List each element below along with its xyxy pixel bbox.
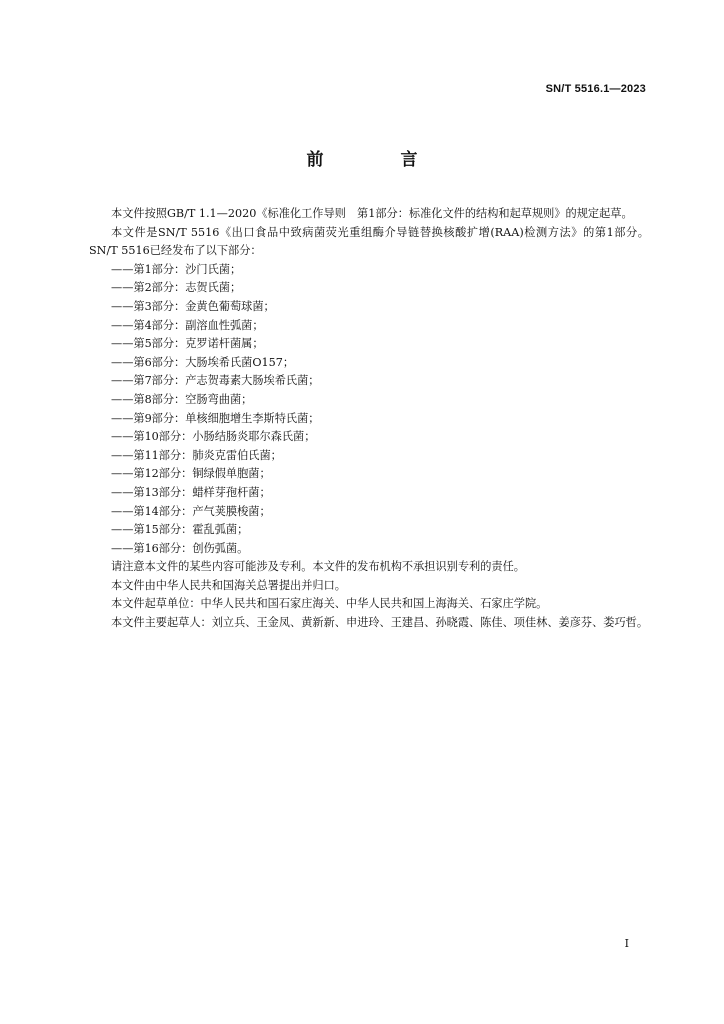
paragraph-drafters: 本文件主要起草人：刘立兵、王金凤、黄新新、申进玲、王建昌、孙晓霞、陈佳、项佳林、姜彦芬、娄巧哲。 <box>111 616 649 630</box>
parts-list <box>89 261 649 559</box>
list-item: ——第11部分：肺炎克雷伯氏菌； <box>111 448 282 462</box>
page-number: I <box>624 937 629 950</box>
list-item: ——第3部分：金黄色葡萄球菌； <box>111 299 275 313</box>
list-item: ——第9部分：单核细胞增生李斯特氏菌； <box>111 411 320 425</box>
list-item: ——第1部分：沙门氏菌； <box>111 262 242 276</box>
document-body <box>89 205 649 633</box>
paragraph-patent-notice: 请注意本文件的某些内容可能涉及专利。本文件的发布机构不承担识别专利的责任。 <box>111 560 525 574</box>
list-item: ——第16部分：创伤弧菌。 <box>111 541 249 555</box>
standard-code: SN/T 5516.1—2023 <box>545 83 646 95</box>
list-item: ——第7部分：产志贺毒素大肠埃希氏菌； <box>111 374 320 388</box>
list-item: ——第6部分：大肠埃希氏菌O157； <box>111 355 295 369</box>
paragraph-standard-parts-intro: 本文件是SN/T 5516《出口食品中致病菌荧光重组酶介导链替换核酸扩增(RAA)检测方法》的第1部分。SN/T 5516已经发布了以下部分： <box>89 225 649 258</box>
list-item: ——第13部分：蜡样芽孢杆菌； <box>111 485 271 499</box>
list-item: ——第14部分：产气荚膜梭菌； <box>111 504 271 518</box>
list-item: ——第15部分：霍乱弧菌； <box>111 523 249 537</box>
list-item: ——第12部分：铜绿假单胞菌； <box>111 467 271 481</box>
paragraph-drafting-units: 本文件起草单位：中华人民共和国石家庄海关、中华人民共和国上海海关、石家庄学院。 <box>111 597 548 611</box>
paragraph-proposer: 本文件由中华人民共和国海关总署提出并归口。 <box>111 578 346 592</box>
paragraph-drafting-rules: 本文件按照GB/T 1.1—2020《标准化工作导则 第1部分：标准化文件的结构和起草规则》的规定起草。 <box>111 207 633 220</box>
list-item: ——第10部分：小肠结肠炎耶尔森氏菌； <box>111 430 316 444</box>
list-item: ——第5部分：克罗诺杆菌属； <box>111 337 264 351</box>
list-item: ——第8部分：空肠弯曲菌； <box>111 392 253 406</box>
list-item: ——第2部分：志贺氏菌； <box>111 281 242 295</box>
page-title: 前 言 <box>306 150 448 170</box>
list-item: ——第4部分：副溶血性弧菌； <box>111 318 264 332</box>
